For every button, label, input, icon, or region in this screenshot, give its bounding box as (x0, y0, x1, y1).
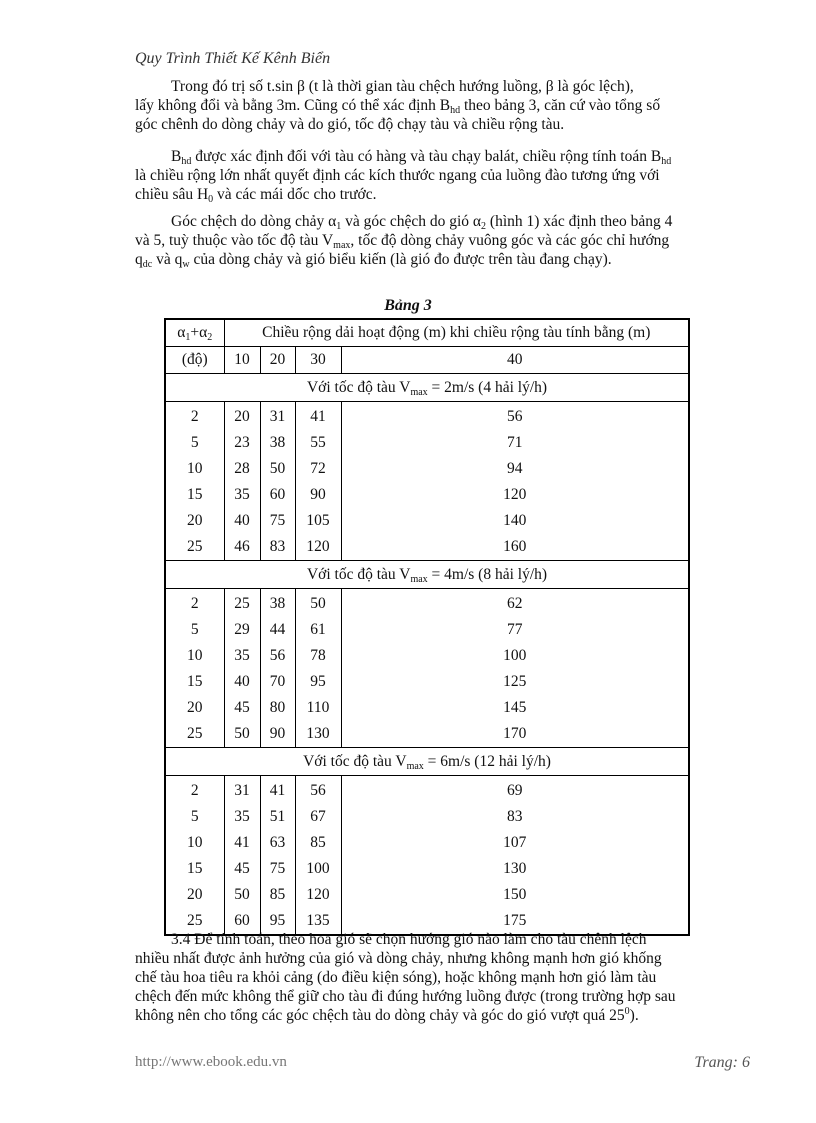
table-cell: 61 (295, 617, 341, 643)
table-cell: 35 (224, 482, 260, 508)
paragraph-4-line-5: không nên cho tổng các góc chệch tàu do dòng chảy và góc do gió vượt quá $25^0$). (135, 1006, 639, 1024)
table-cell: 31 (224, 776, 260, 805)
table-cell: 56 (341, 402, 689, 431)
table-row (165, 617, 689, 643)
table-row (165, 776, 689, 805)
paragraph-4-line-2: nhiều nhất được ảnh hưởng của gió và dòng chảy, nhưng không mạnh hơn gió khống (135, 950, 662, 967)
header-width-30: 30 (295, 347, 341, 374)
paragraph-2 (135, 147, 758, 204)
table-cell: 46 (224, 534, 260, 561)
table-cell: 170 (341, 721, 689, 748)
table-cell: 29 (224, 617, 260, 643)
table-cell: 56 (260, 643, 295, 669)
table-cell: 110 (295, 695, 341, 721)
table-row (165, 430, 689, 456)
table-cell: 100 (341, 643, 689, 669)
paragraph-3-line-1: Góc chệch do dòng chảy $\alpha_1$ và góc chệch do gió $\alpha_2$ (hình 1) xác định theo bảng 4 (171, 213, 673, 232)
table-cell: 125 (341, 669, 689, 695)
table-cell: 140 (341, 508, 689, 534)
table-cell: 70 (260, 669, 295, 695)
paragraph-2-line-2: là chiều rộng lớn nhất quyết định các kích thước ngang của luồng đào tương ứng với (135, 167, 660, 184)
table-cell: 2 (165, 402, 224, 431)
paragraph-1-line-1: Trong đó trị số t.sin β (t là thời gian tàu chệch hướng luồng, β là góc lệch), (171, 78, 634, 95)
paragraph-4 (135, 930, 758, 1025)
table-cell: 20 (165, 508, 224, 534)
table-cell: 10 (165, 643, 224, 669)
table-cell: 90 (260, 721, 295, 748)
table-3 (164, 318, 690, 936)
table-cell: 55 (295, 430, 341, 456)
table-cell: 20 (224, 402, 260, 431)
table-cell: 23 (224, 430, 260, 456)
header-width-10: 10 (224, 347, 260, 374)
table-cell: 160 (341, 534, 689, 561)
table-cell: 150 (341, 882, 689, 908)
table-cell: 75 (260, 508, 295, 534)
table-cell: 25 (165, 908, 224, 935)
table-cell: 95 (295, 669, 341, 695)
table-cell: 60 (224, 908, 260, 935)
table-cell: 15 (165, 856, 224, 882)
table-cell: 75 (260, 856, 295, 882)
paragraph-4-line-4: chệch đến mức không thể giữ cho tàu đi đúng hướng luồng được (trong trường hợp sau (135, 988, 676, 1005)
table-cell: 20 (165, 695, 224, 721)
table-row (165, 721, 689, 748)
header-unit: (độ) (165, 347, 224, 374)
section-header: Với tốc độ tàu $V_{max} = 6m/s$ (12 hải lý/h) (165, 748, 689, 776)
table-cell: 51 (260, 804, 295, 830)
paragraph-1 (135, 77, 758, 134)
footer-url: http://www.ebook.edu.vn (135, 1054, 287, 1070)
section-header: Với tốc độ tàu $V_{max} = 2m/s$ (4 hải lý/h) (165, 374, 689, 402)
table-row (165, 669, 689, 695)
table-row (165, 508, 689, 534)
table-cell: 175 (341, 908, 689, 935)
table-row (165, 804, 689, 830)
table-cell: 107 (341, 830, 689, 856)
table-cell: 50 (295, 589, 341, 618)
header-angle: $\alpha_1+\alpha_2$ (165, 319, 224, 347)
table-cell: 25 (165, 534, 224, 561)
paragraph-3-line-2: và 5, tuỳ thuộc vào tốc độ tàu $V_{max}$, tốc độ dòng chảy vuông góc và các góc chỉ hướng (135, 232, 670, 251)
paragraph-1-line-2: lấy không đổi và bằng 3m. Cũng có thể xác định $B_{hd}$ theo bảng 3, căn cứ vào tổng số (135, 97, 661, 116)
table-cell: 50 (224, 721, 260, 748)
section-header: Với tốc độ tàu $V_{max} = 4m/s$ (8 hải lý/h) (165, 561, 689, 589)
table-cell: 67 (295, 804, 341, 830)
header-width-20: 20 (260, 347, 295, 374)
table-cell: 41 (224, 830, 260, 856)
table-cell: 41 (295, 402, 341, 431)
table-cell: 56 (295, 776, 341, 805)
table-cell: 135 (295, 908, 341, 935)
table-row (165, 456, 689, 482)
table-cell: 85 (260, 882, 295, 908)
table-row (165, 856, 689, 882)
table-cell: 145 (341, 695, 689, 721)
table-row (165, 482, 689, 508)
table-cell: 38 (260, 589, 295, 618)
table-cell: 5 (165, 430, 224, 456)
table-cell: 45 (224, 856, 260, 882)
table-cell: 105 (295, 508, 341, 534)
table-cell: 35 (224, 804, 260, 830)
table-cell: 44 (260, 617, 295, 643)
table-cell: 2 (165, 776, 224, 805)
table-cell: 40 (224, 508, 260, 534)
table-cell: 15 (165, 482, 224, 508)
table-cell: 20 (165, 882, 224, 908)
table-cell: 45 (224, 695, 260, 721)
page-number: Trang: 6 (694, 1054, 750, 1071)
table-cell: 69 (341, 776, 689, 805)
table-cell: 50 (224, 882, 260, 908)
table-cell: 120 (295, 882, 341, 908)
table-cell: 28 (224, 456, 260, 482)
table-cell: 38 (260, 430, 295, 456)
table-cell: 2 (165, 589, 224, 618)
paragraph-2-line-3: chiều sâu $H_0$ và các mái dốc cho trước. (135, 186, 377, 205)
table-cell: 15 (165, 669, 224, 695)
table-cell: 130 (341, 856, 689, 882)
paragraph-4-line-3: chế tàu hoa tiêu ra khỏi cảng (do điều kiện sóng), hoặc không mạnh hơn gió làm tàu (135, 969, 657, 986)
table-cell: 72 (295, 456, 341, 482)
table-title: Bảng 3 (384, 297, 432, 314)
table-row (165, 643, 689, 669)
running-title: Quy Trình Thiết Kế Kênh Biển (135, 50, 331, 67)
table-cell: 77 (341, 617, 689, 643)
header-width-40: 40 (341, 347, 689, 374)
table-cell: 94 (341, 456, 689, 482)
table-row (165, 882, 689, 908)
table-cell: 10 (165, 830, 224, 856)
paragraph-4-line-1: 3.4 Để tính toán, theo hoa gió sẽ chọn hướng gió nào làm cho tàu chênh lệch (171, 931, 647, 948)
table-row (165, 589, 689, 618)
table-cell: 62 (341, 589, 689, 618)
table-cell: 41 (260, 776, 295, 805)
table-cell: 63 (260, 830, 295, 856)
table-cell: 90 (295, 482, 341, 508)
table-cell: 120 (341, 482, 689, 508)
table-cell: 31 (260, 402, 295, 431)
table-cell: 95 (260, 908, 295, 935)
table-row (165, 402, 689, 431)
table-cell: 130 (295, 721, 341, 748)
paragraph-1-line-3: góc chênh do dòng chảy và do gió, tốc độ chạy tàu và chiều rộng tàu. (135, 116, 565, 133)
table-cell: 100 (295, 856, 341, 882)
paragraph-3-line-3: $q_{dc}$ và $q_w$ của dòng chảy và gió biểu kiến (là gió đo được trên tàu đang chạy). (135, 251, 612, 270)
table-cell: 25 (165, 721, 224, 748)
table-row (165, 830, 689, 856)
table-cell: 120 (295, 534, 341, 561)
table-cell: 80 (260, 695, 295, 721)
table-cell: 50 (260, 456, 295, 482)
table-cell: 83 (260, 534, 295, 561)
table-cell: 83 (341, 804, 689, 830)
table-cell: 10 (165, 456, 224, 482)
table-row (165, 534, 689, 561)
table-cell: 71 (341, 430, 689, 456)
table-cell: 60 (260, 482, 295, 508)
table-row (165, 695, 689, 721)
table-cell: 78 (295, 643, 341, 669)
table-cell: 25 (224, 589, 260, 618)
table-cell: 5 (165, 617, 224, 643)
header-span: Chiều rộng dải hoạt động (m) khi chiều rộng tàu tính bằng (m) (224, 319, 689, 347)
paragraph-3 (135, 212, 758, 269)
table-cell: 35 (224, 643, 260, 669)
table-cell: 5 (165, 804, 224, 830)
paragraph-2-line-1: $B_{hd}$ được xác định đối với tàu có hàng và tàu chạy balát, chiều rộng tính toán $B_{hd}$ (171, 148, 672, 167)
table-cell: 85 (295, 830, 341, 856)
table-cell: 40 (224, 669, 260, 695)
